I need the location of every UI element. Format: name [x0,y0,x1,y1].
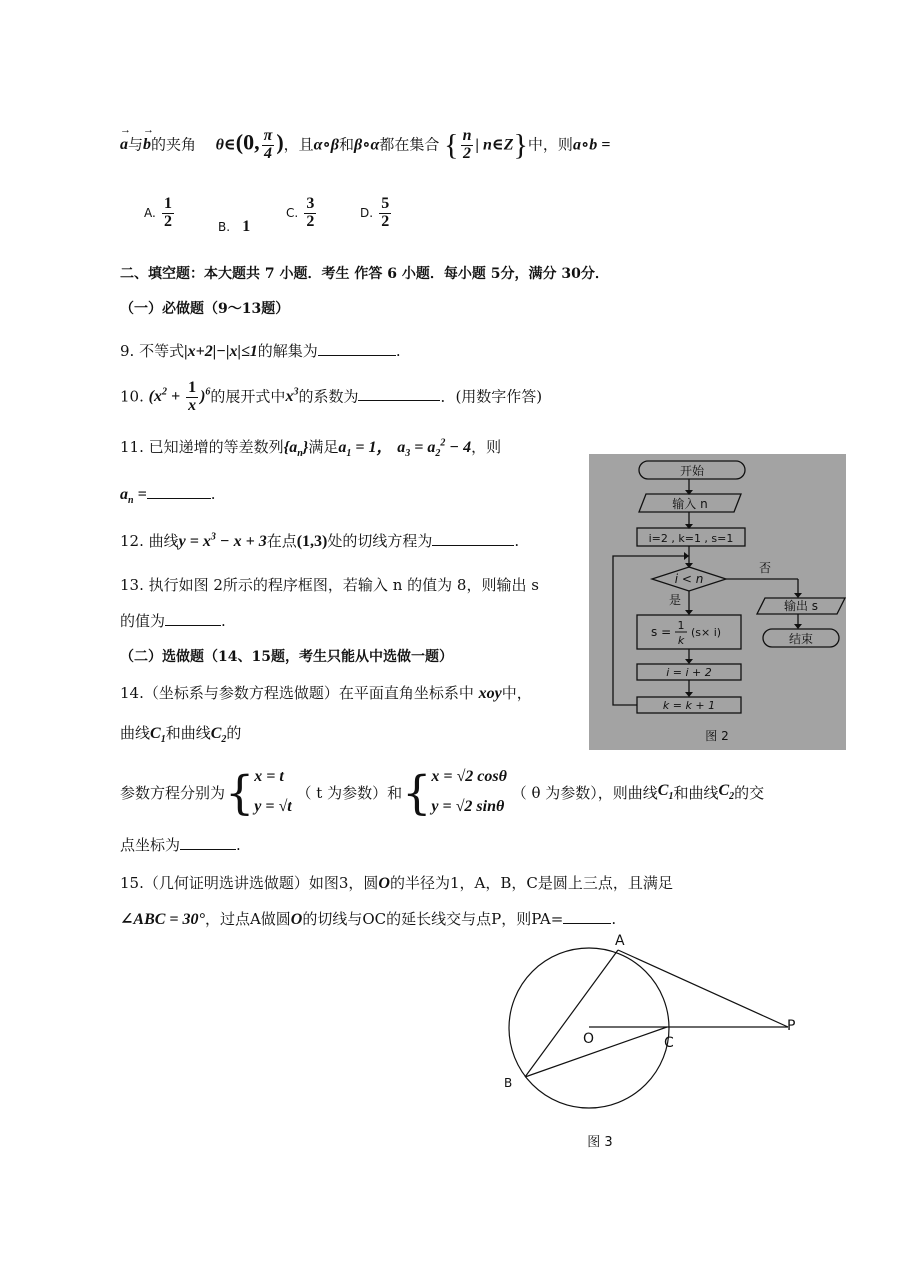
question-10: 10. ($x^2$ + $\frac{1}{x}$ )$^6$的展开式中$x^3$的系数为 ．(用数字作答) [120,379,543,414]
end-label: 结束 [788,632,814,646]
question-14-curves: 曲线$C_1$和曲线$C_2$的 [120,724,242,746]
figure-2-caption: 图 2 [705,729,729,743]
assign-suffix: (s× i) [691,626,722,639]
condition-label: i < n [674,572,704,586]
circle-o [509,948,669,1108]
part-2-header: （二）选做题（14、15题，考生只能从中选做一题） [120,649,453,665]
question-15: 15.（几何证明选讲选做题）如图3，圆O的半径为1，A，B，C是圆上三点，且满足 [120,874,673,892]
segment-ap [618,950,788,1027]
output-label: 输出 s [783,599,819,613]
part-1-header: （一）必做题（9～13题） [120,301,290,317]
question-14-answer: 点坐标为 . [120,836,241,854]
label-o: O [583,1031,595,1047]
question-13: 13. 执行如图 2所示的程序框图，若输入 n 的值为 8，则输出 s [120,576,539,594]
increment-i-label: i = i + 2 [666,666,712,679]
input-label: 输入 n [672,497,708,511]
label-b: B [504,1076,513,1090]
choice-d: D. $\frac{5}{2}$ [360,195,390,230]
label-c: C [664,1035,674,1051]
question-12: 12. 曲线$y = x^3 - x + 3$在点(1,3)处的切线方程为 . [120,531,520,550]
assign-prefix: s = [651,625,672,639]
question-11-answer: $a_n$ = . [120,485,216,507]
choice-b: B. 1 [218,218,251,235]
assign-numerator: 1 [677,619,685,632]
question-15-cont: ∠ABC = 30°，过点A做圆O的切线与OC的延长线交与点P，则PA= . [120,910,617,928]
no-label: 否 [758,561,772,575]
question-9: 9. 不等式|x+2|−|x|≤1的解集为 . [120,342,401,360]
start-label: 开始 [679,464,705,478]
set-fraction: $\frac{n}{2}$ [462,127,472,162]
increment-k-label: k = k + 1 [662,699,716,712]
label-a: A [615,933,625,949]
label-p: P [787,1018,796,1034]
init-label: i=2 , k=1 , s=1 [648,532,734,545]
segment-ab [525,950,618,1077]
yes-label: 是 [668,593,682,607]
flowchart-figure [589,454,846,750]
question-11: 11. 已知递增的等差数列$\{a_n\}$满足$a_1 = 1$， $a_3 = a_2^2 - 4$，则 [120,437,502,460]
q8-stem: a → 与b → 的夹角 θ∈(0, $\frac{\pi}{4}$ )，且α∘β和β∘α都在集合 { $\frac{n}{2}$ | n∈Z}中，则a∘b = [120,124,611,162]
circle-figure [490,925,820,1150]
assign-denominator: k [677,634,685,647]
question-14: 14.（坐标系与参数方程选做题）在平面直角坐标系中 xoy中， [120,684,532,702]
question-14-equations: 参数方程分别为{x = t y = √t （ t 为参数）和{x = √2 cosθ y = √2 sinθ （ θ 为参数），则曲线$C_1$和曲线$C_2$的交 [120,765,765,820]
vector-a: a → [120,124,131,154]
pi-over-4: $\frac{\pi}{4}$ [263,127,273,162]
figure-3-caption: 图 3 [587,1135,613,1150]
vector-b: b → [143,124,155,154]
choice-c: C. $\frac{3}{2}$ [286,195,315,230]
segment-bc [525,1027,667,1077]
result-expr: a∘b = [572,136,611,154]
section-2-header: 二、填空题：本大题共 7 小题．考生 作答 6 小题．每小题 5分，满分 30分． [120,266,609,282]
question-13-answer: 的值为 . [120,612,226,630]
choice-a: A. $\frac{1}{2}$ [144,195,172,230]
